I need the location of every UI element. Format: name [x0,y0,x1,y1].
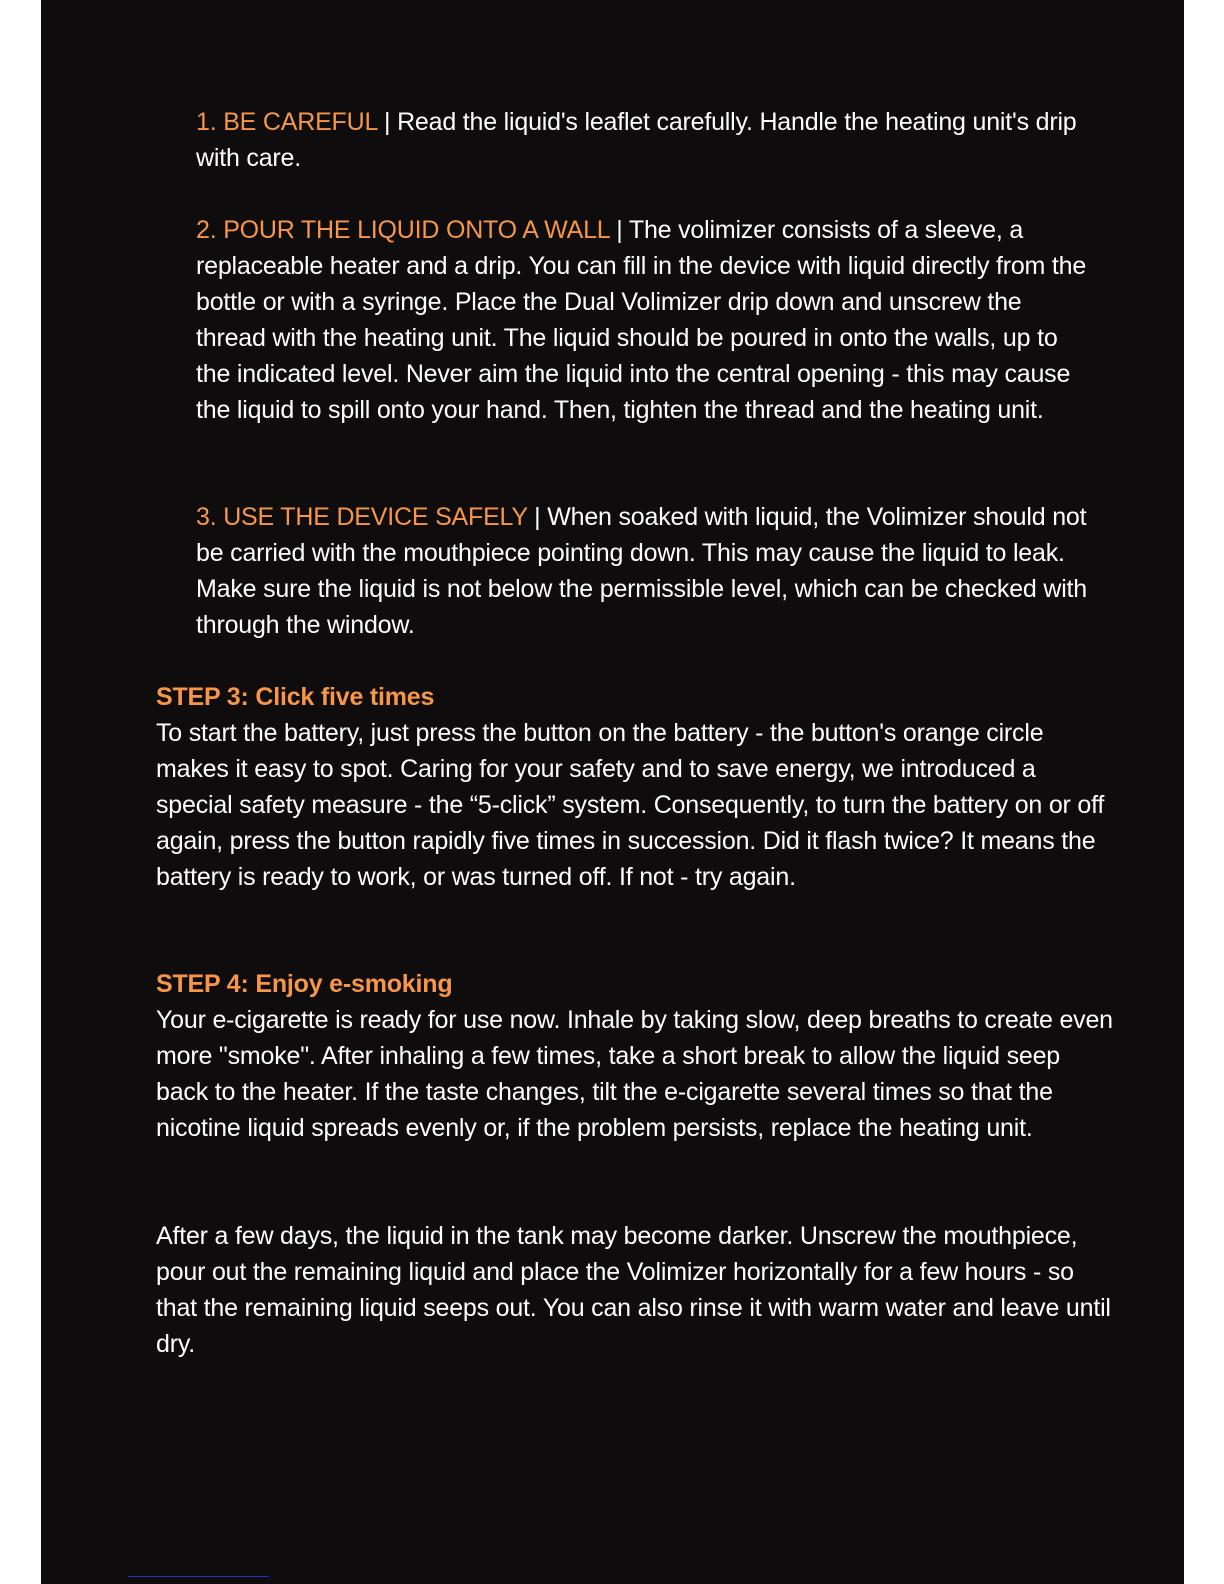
instruction-pour-liquid [196,212,1096,428]
step-4-body: Your e-cigarette is ready for use now. Inhale by taking slow, deep breaths to create even more "smoke". After inhaling a few times, take a short break to allow the liquid seep back to the heater. If the taste changes, tilt the e-cigarette several times so that the nicotine liquid spreads evenly or, if the problem persists, replace the heating unit. [156,1006,1113,1142]
instruction-title: 2. POUR THE LIQUID ONTO A WALL [196,216,610,244]
step-4-section [156,966,1116,1146]
maintenance-body: After a few days, the liquid in the tank may become darker. Unscrew the mouthpiece, pour out the remaining liquid and place the Volimizer horizontally for a few hours - so that the remaining liquid seeps out. You can also rinse it with warm water and leave until dry. [156,1222,1111,1358]
instruction-separator: | [377,108,398,136]
instruction-be-careful [196,104,1096,176]
instruction-use-safely [196,499,1096,643]
instruction-body: When soaked with liquid, the Volimizer should not be carried with the mouthpiece pointing down. This may cause the liquid to leak. Make sure the liquid is not below the permissible level, which can be checked with through the window. [196,503,1088,639]
step-4-heading: STEP 4: Enjoy e-smoking [156,970,453,998]
instruction-separator: | [609,216,629,244]
instruction-body: Read the liquid's leaflet carefully. Handle the heating unit's drip with care. [196,108,1077,172]
instruction-title: 3. USE THE DEVICE SAFELY [196,503,528,531]
instruction-separator: | [527,503,548,531]
instruction-title: 1. BE CAREFUL [196,108,378,136]
maintenance-section [156,1218,1116,1362]
step-3-body: To start the battery, just press the button on the battery - the button's orange circle makes it easy to spot. Caring for your safety and to save energy, we introduced a special safety measure - the “5-click” system. Consequently, to turn the battery on or off again, press the button rapidly five times in succession. Did it flash twice? It means the battery is ready to work, or was turned off. If not - try again. [156,719,1105,891]
bottom-rule [128,1576,269,1577]
step-3-heading: STEP 3: Click five times [156,683,435,711]
instruction-body: The volimizer consists of a sleeve, a replaceable heater and a drip. You can fill in the device with liquid directly from the bottle or with a syringe. Place the Dual Volimizer drip down and unscrew the thread with the heating unit. The liquid should be poured in onto the walls, up to the indicated level. Never aim the liquid into the central opening - this may cause the liquid to spill onto your hand. Then, tighten the thread and the heating unit. [196,216,1087,424]
document-page [41,0,1184,1584]
step-3-section [156,679,1116,895]
